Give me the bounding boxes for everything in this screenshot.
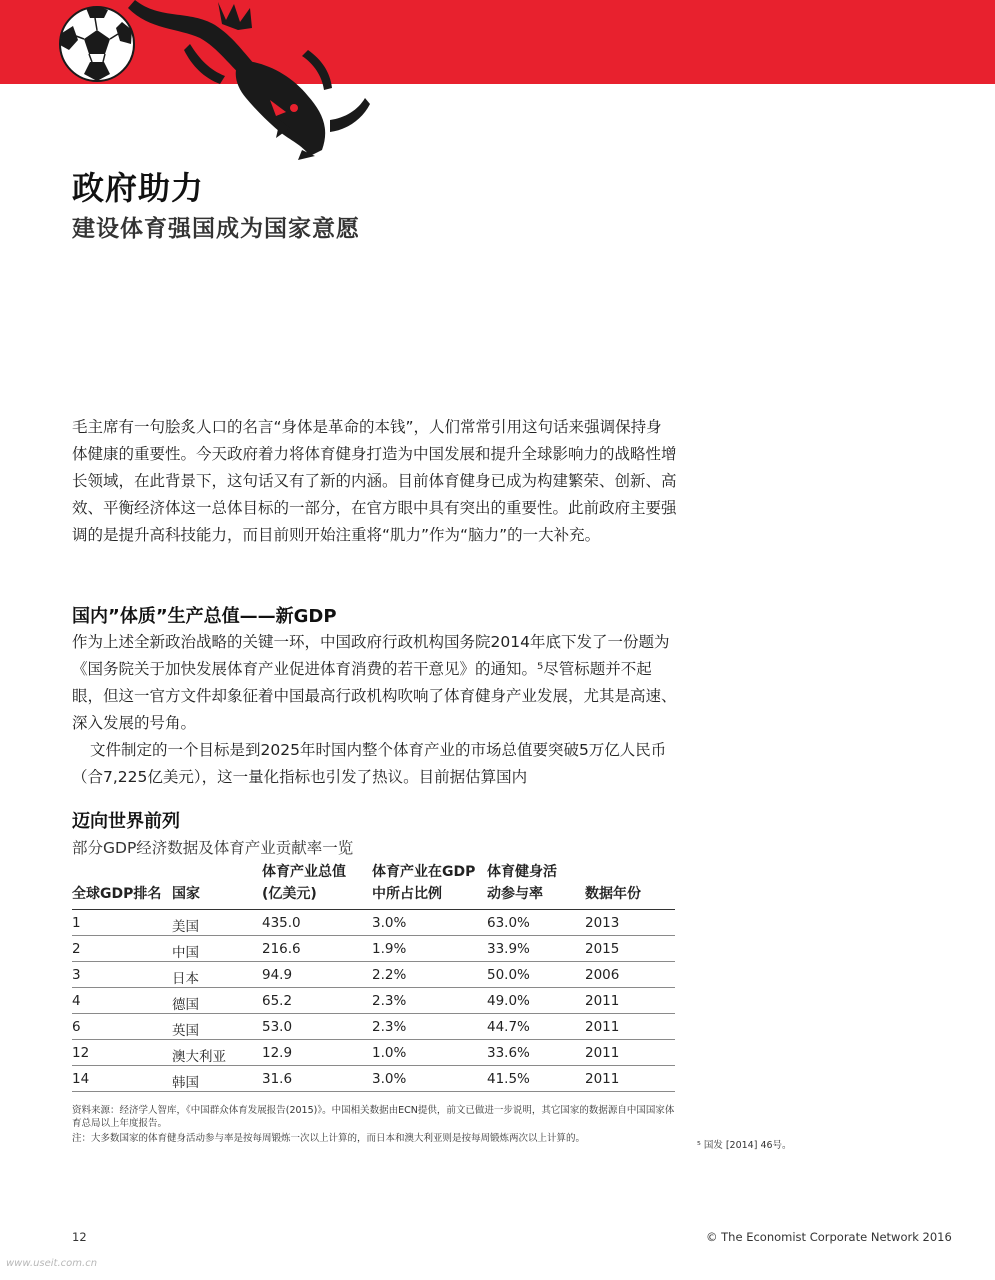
table-cell: 2.3% (372, 993, 407, 1009)
table-body (72, 910, 675, 1092)
header-cell: 体育产业在GDP 中所占比例 (372, 864, 476, 902)
table-cell: 31.6 (262, 1071, 293, 1087)
table-cell: 2011 (585, 1019, 620, 1035)
table-cell: 1 (72, 915, 81, 931)
body-paragraph-2: 文件制定的一个目标是到2025年时国内整个体育产业的市场总值要突破5万亿人民币（合7,225亿美元），这一量化指标也引发了热议。目前据估算国内 (72, 741, 667, 786)
table-cell: 3 (72, 967, 81, 983)
page-number: 12 (72, 1230, 87, 1244)
table-cell: 英国 (172, 1023, 199, 1039)
copyright: © The Economist Corporate Network 2016 (706, 1230, 952, 1244)
table-cell: 澳大利亚 (172, 1049, 226, 1065)
table-cell: 2.2% (372, 967, 407, 983)
data-table (72, 864, 675, 1092)
table-row (72, 1066, 675, 1092)
header-cell: 体育健身活 动参与率 (487, 864, 557, 902)
table-cell: 2013 (585, 915, 620, 931)
table-subtitle: 部分GDP经济数据及体育产业贡献率一览 (72, 839, 354, 857)
table-cell: 12 (72, 1045, 90, 1061)
table-cell: 6 (72, 1019, 81, 1035)
table-cell: 2006 (585, 967, 620, 983)
source-note: 资料来源：经济学人智库，《中国群众体育发展报告(2015)》。中国相关数据由ECN提供，前文已做进一步说明，其它国家的数据源自中国国家体育总局以上年度报告。 (72, 1105, 675, 1129)
table-cell: 4 (72, 993, 81, 1009)
table-cell: 韩国 (172, 1075, 199, 1091)
table-cell: 12.9 (262, 1045, 293, 1061)
table-cell: 33.9% (487, 941, 530, 957)
table-row (72, 988, 675, 1014)
table-row (72, 936, 675, 962)
table-header (72, 864, 675, 910)
table-title: 迈向世界前列 (72, 811, 180, 832)
table-cell: 3.0% (372, 915, 407, 931)
table-cell: 2011 (585, 1045, 620, 1061)
table-cell: 41.5% (487, 1071, 530, 1087)
watermark: www.useit.com.cn (6, 1258, 98, 1269)
table-cell: 日本 (172, 971, 199, 987)
table-cell: 53.0 (262, 1019, 293, 1035)
intro-paragraph: 毛主席有一句脍炙人口的名言“身体是革命的本钱”，人们常常引用这句话来强调保持身体健康的重要性。今天政府着力将体育健身打造为中国发展和提升全球影响力的战略性增长领域，在此背景下，这句话又有了新的内涵。目前体育健身已成为构建繁荣、创新、高效、平衡经济体这一总体目标的一部分，在官方眼中具有突出的重要性。此前政府主要强调的是提升高科技能力，而目前则开始注重将“肌力”作为“脑力”的一大补充。 (72, 418, 677, 544)
header-cell: 全球GDP排名 (72, 886, 162, 902)
soccer-ball-icon (60, 6, 134, 81)
table-cell: 2.3% (372, 1019, 407, 1035)
table-row (72, 962, 675, 988)
table-cell: 435.0 (262, 915, 301, 931)
page-title: 政府助力 (72, 169, 205, 207)
body-paragraph-1: 作为上述全新政治战略的关键一环，中国政府行政机构国务院2014年底下发了一份题为《国务院关于加快发展体育产业促进体育消费的若干意见》的通知。⁵尽管标题并不起眼，但这一官方文件却象征着中国最高行政机构吹响了体育健身产业发展，尤其是高速、深入发展的号角。 (72, 633, 677, 732)
table-cell: 65.2 (262, 993, 293, 1009)
table-cell: 49.0% (487, 993, 530, 1009)
section-heading: 国内”体质”生产总值——新GDP (72, 606, 337, 627)
table-cell: 2015 (585, 941, 620, 957)
table-cell: 1.9% (372, 941, 407, 957)
table-cell: 美国 (172, 919, 199, 935)
table-cell: 63.0% (487, 915, 530, 931)
table-cell: 德国 (172, 997, 199, 1013)
table-cell: 2011 (585, 993, 620, 1009)
table-row (72, 1040, 675, 1066)
header-cell: 国家 (172, 886, 200, 902)
table-row (72, 1014, 675, 1040)
table-cell: 中国 (172, 945, 199, 961)
table-cell: 50.0% (487, 967, 530, 983)
table-cell: 14 (72, 1071, 90, 1087)
footnote: ⁵ 国发 [2014] 46号。 (697, 1140, 792, 1151)
table-cell: 1.0% (372, 1045, 407, 1061)
dragon-illustration (40, 0, 380, 160)
table-row (72, 910, 675, 936)
table-cell: 2 (72, 941, 81, 957)
table-cell: 94.9 (262, 967, 293, 983)
header-cell: 体育产业总值 (亿美元) (262, 864, 346, 902)
table-cell: 216.6 (262, 941, 301, 957)
table-cell: 44.7% (487, 1019, 530, 1035)
page-subtitle: 建设体育强国成为国家意愿 (72, 216, 360, 242)
table-cell: 3.0% (372, 1071, 407, 1087)
header-cell: 数据年份 (585, 886, 641, 902)
table-cell: 2011 (585, 1071, 620, 1087)
table-note: 注：大多数国家的体育健身活动参与率是按每周锻炼一次以上计算的，而日本和澳大利亚则是按每周锻炼两次以上计算的。 (72, 1133, 586, 1144)
table-cell: 33.6% (487, 1045, 530, 1061)
